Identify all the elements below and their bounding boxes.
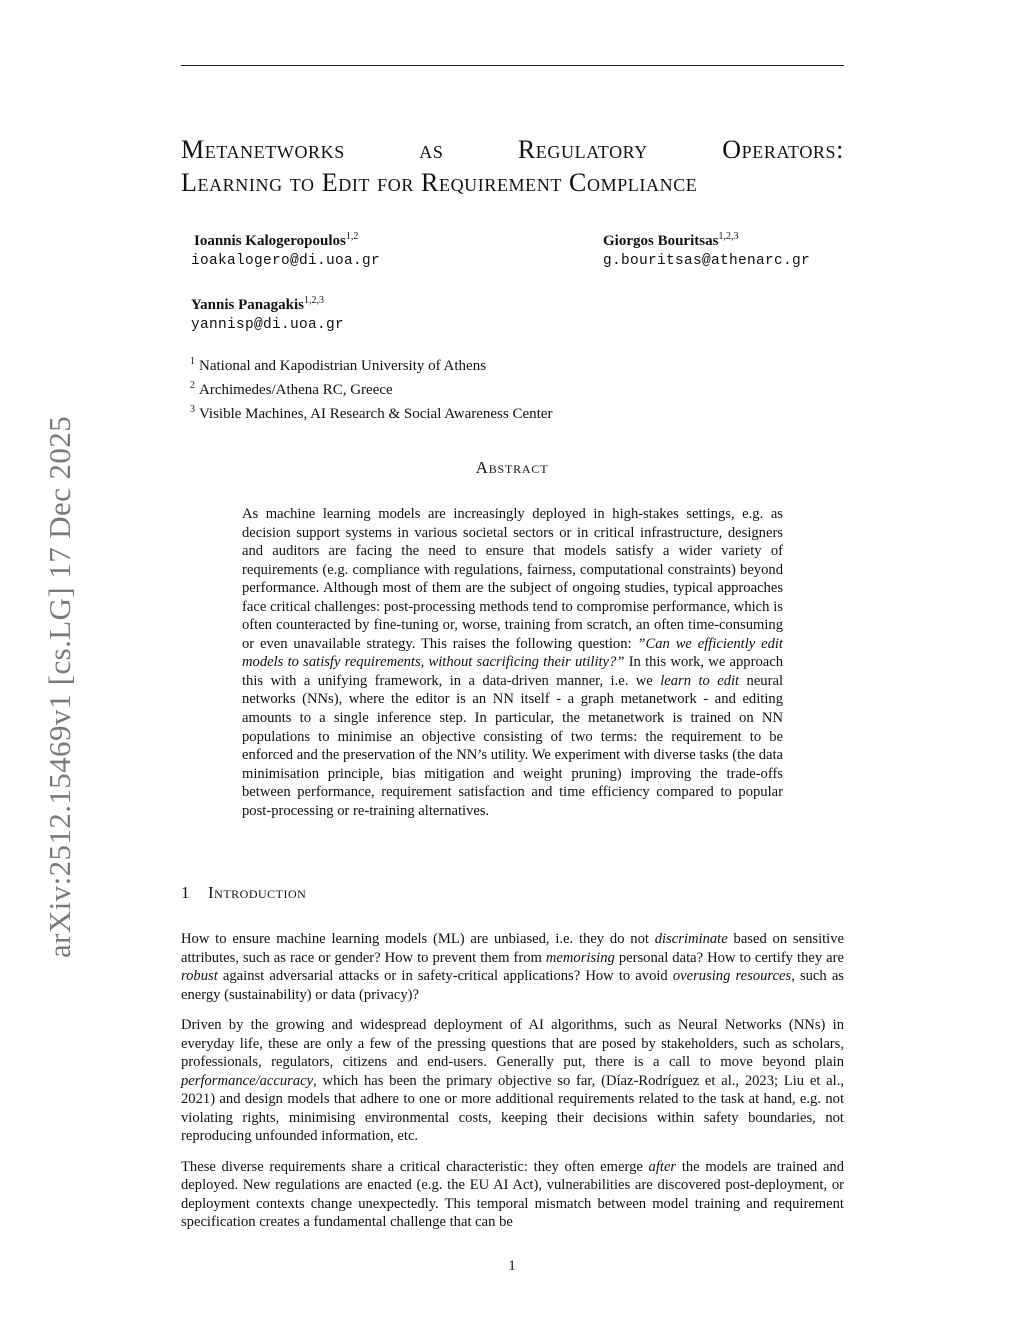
title-line-2: Learning to Edit for Requirement Compliance <box>181 168 698 197</box>
paper-title <box>181 133 844 199</box>
author-name: Giorgos Bouritsas <box>603 233 719 249</box>
author-affil: 1,2,3 <box>718 231 739 242</box>
author-email[interactable]: yannisp@di.uoa.gr <box>191 317 345 333</box>
section-heading <box>181 883 306 903</box>
title-word: Operators: <box>722 135 844 164</box>
abstract-question: ”Can we efficiently edit models to satisfy requirements, without sacrificing their utility?” <box>242 635 783 671</box>
top-rule <box>181 65 844 66</box>
emphasis: after <box>648 1158 677 1175</box>
abstract-text: In this work, we approach this with a unifying framework, in a data-driven manner, i.e. we <box>242 654 784 689</box>
paragraph: How to ensure machine learning models (ML) are unbiased, i.e. they do not discriminate based on sensitive attributes, such as race or gender? How to prevent them from memorising personal data? How to certify they are robust against adversarial attacks or in safety-critical applications? How to avoid overusing resources, such as energy (sustainability) or data (privacy)? <box>181 931 845 1003</box>
author-email[interactable]: ioakalogero@di.uoa.gr <box>191 253 381 269</box>
author-name: Ioannis Kalogeropoulos <box>194 233 346 249</box>
emphasis: performance/accuracy <box>181 1072 314 1089</box>
title-word: Regulatory <box>517 135 648 164</box>
author-2 <box>603 231 810 269</box>
section-number: 1 <box>181 883 190 902</box>
affiliation-text: Visible Machines, AI Research & Social Awareness Center <box>199 406 553 422</box>
abstract-body <box>242 505 783 820</box>
arxiv-identifier: arXiv:2512.15469v1 [cs.LG] 17 Dec 2025 <box>42 415 77 958</box>
title-word: Metanetworks <box>181 135 345 164</box>
title-word: as <box>419 135 444 164</box>
emphasis: discriminate <box>654 931 728 947</box>
affiliation-item <box>190 400 552 424</box>
abstract-text: neural networks (NNs), where the editor is an NN itself - a graph metanetwork - and editing amounts to a single inference step. In particular, the metanetwork is trained on NN populations to minimise an objective consisting of two terms: the requirement to be enforced and the preservation of the NN’s utility. We experiment with diverse tasks (the data minimisation principle, bias mitigation and weight pruning) improving the trade-offs between performance, requirement satisfaction and time efficiency compared to popular post-processing or re-training alternatives. <box>242 672 783 819</box>
emphasis: overusing resources <box>672 968 792 984</box>
affiliation-number: 2 <box>190 380 195 391</box>
paragraph: These diverse requirements share a critical characteristic: they often emerge after the models are trained and deployed. New regulations are enacted (e.g. the EU AI Act), vulnerabilities are discovered post-deployment, or deployment contexts change unexpectedly. This temporal mismatch between model training and requirement specification creates a fundamental challenge that can be <box>181 1158 844 1230</box>
title-line-1 <box>181 133 844 166</box>
emphasis: memorising <box>545 949 615 966</box>
author-name: Yannis Panagakis <box>191 297 304 313</box>
affiliation-item <box>190 352 552 376</box>
author-email[interactable]: g.bouritsas@athenarc.gr <box>603 253 811 269</box>
affiliation-number: 1 <box>190 356 195 367</box>
affiliation-text: Archimedes/Athena RC, Greece <box>199 382 393 398</box>
author-affil: 1,2 <box>345 231 359 242</box>
abstract-emphasis: learn to edit <box>660 672 740 689</box>
section-title: Introduction <box>208 883 307 902</box>
author-3 <box>191 295 344 333</box>
author-affil: 1,2,3 <box>303 295 324 306</box>
abstract-text: As machine learning models are increasingly deployed in high-stakes settings, e.g. as decision support systems in various societal sectors or in critical infrastructure, designers and auditors are facing the need to ensure that models satisfy a wider variety of requirements (e.g. compliance with regulations, fairness, computational constraints) beyond performance. Although most of them are the subject of ongoing studies, typical approaches face critical challenges: post-processing methods tend to compromise performance, which is often counteracted by fine-tuning or, worse, training from scratch, an often time-consuming or even unavailable strategy. This raises the following question: <box>242 506 783 652</box>
affiliation-item <box>190 376 552 400</box>
abstract-heading: Abstract <box>475 458 549 477</box>
affiliations <box>190 352 552 424</box>
author-1 <box>191 231 381 269</box>
affiliation-number: 3 <box>190 404 195 415</box>
emphasis: robust <box>181 968 218 984</box>
page-number: 1 <box>508 1258 516 1274</box>
paragraph: Driven by the growing and widespread deployment of AI algorithms, such as Neural Networks (NNs) in everyday life, these are only a few of the pressing questions that are posed by stakeholders, such as scholars, professionals, regulators, citizens and end-users. Generally put, there is a call to move beyond plain performance/accuracy, which has been the primary objective so far, (Díaz-Rodríguez et al., 2023; Liu et al., 2021) and design models that adhere to one or more additional requirements related to the task at hand, e.g. not violating rights, minimising environmental costs, keeping their decisions within safety boundaries, not reproducing unfounded information, etc. <box>181 1017 844 1144</box>
affiliation-text: National and Kapodistrian University of Athens <box>199 358 487 374</box>
intro-body <box>181 930 844 1244</box>
